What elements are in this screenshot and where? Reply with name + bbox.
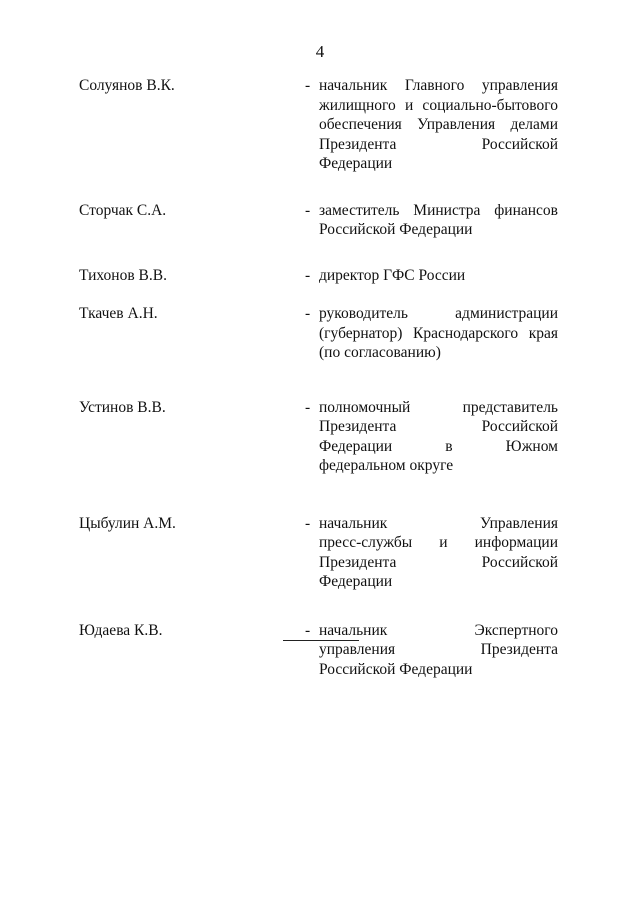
member-entry <box>79 514 560 592</box>
position-line: (по согласованию) <box>319 344 441 361</box>
member-position <box>319 76 558 174</box>
member-position <box>319 514 558 592</box>
position-line: управления Президента <box>319 641 558 658</box>
member-entry <box>79 304 560 363</box>
member-entry <box>79 621 560 680</box>
member-position <box>319 621 558 680</box>
position-line: Федерации <box>319 155 393 172</box>
position-line: (губернатор) Краснодарского края <box>319 324 558 342</box>
position-line: Президента Российской <box>319 418 558 435</box>
position-line: начальник Главного управления <box>319 77 558 94</box>
dash-separator: - <box>305 621 311 639</box>
dash-separator: - <box>305 77 311 94</box>
member-name: Солуянов В.К. <box>79 77 175 94</box>
dash-separator: - <box>305 305 311 322</box>
dash-separator: - <box>305 514 311 532</box>
member-name: Сторчак С.А. <box>79 201 167 219</box>
position-line: директор ГФС России <box>319 266 466 284</box>
member-position <box>319 266 558 286</box>
position-line: начальник Экспертного <box>319 621 558 639</box>
position-line: Российской Федерации <box>319 660 473 678</box>
member-position <box>319 304 558 363</box>
member-name: Ткачев А.Н. <box>79 305 158 322</box>
member-name: Юдаева К.В. <box>79 621 163 639</box>
page-number: 4 <box>315 42 325 61</box>
position-line: пресс-службы и информации <box>319 534 558 551</box>
position-line: начальник Управления <box>319 514 558 532</box>
member-name: Цыбулин А.М. <box>79 514 176 532</box>
position-line: полномочный представитель <box>319 398 558 416</box>
member-position <box>319 201 558 240</box>
position-line: Российской Федерации <box>319 221 473 238</box>
position-line: Федерации <box>319 573 393 590</box>
position-line: руководитель администрации <box>319 305 558 322</box>
member-name: Тихонов В.В. <box>79 266 167 284</box>
position-line: федеральном округе <box>319 457 454 474</box>
position-line: жилищного и социально-бытового <box>319 96 558 114</box>
member-entry <box>79 266 560 286</box>
position-line: обеспечения Управления делами <box>319 116 558 133</box>
dash-separator: - <box>305 201 311 219</box>
member-list <box>79 76 560 679</box>
member-entry <box>79 398 560 476</box>
dash-separator: - <box>305 398 311 416</box>
position-line: Федерации в Южном <box>319 437 558 455</box>
position-line: Президента Российской <box>319 553 558 571</box>
end-divider <box>283 640 359 641</box>
dash-separator: - <box>305 266 311 284</box>
position-line: заместитель Министра финансов <box>319 201 558 219</box>
member-position <box>319 398 558 476</box>
position-line: Президента Российской <box>319 135 558 153</box>
member-entry <box>79 76 560 174</box>
member-entry <box>79 201 560 240</box>
member-name: Устинов В.В. <box>79 398 166 416</box>
